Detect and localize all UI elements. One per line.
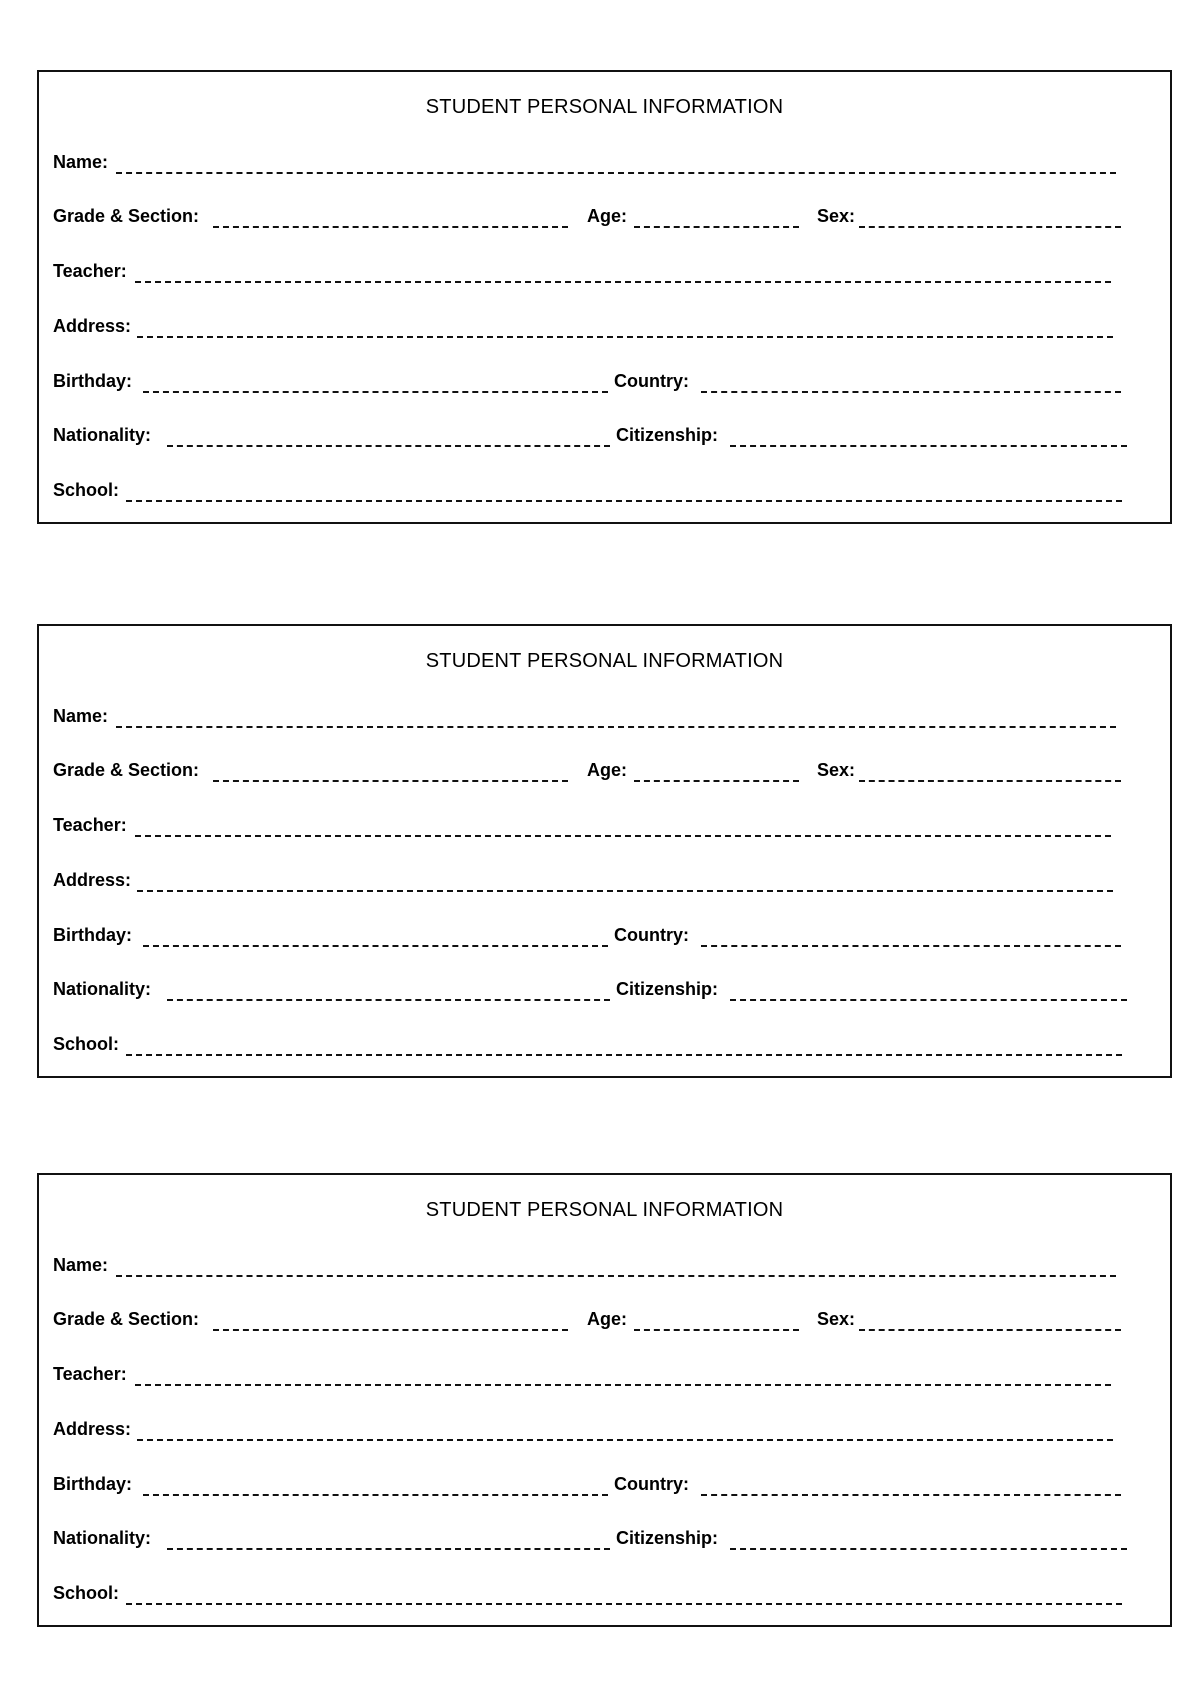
country-field[interactable] bbox=[701, 391, 1121, 393]
birthday-field[interactable] bbox=[143, 391, 608, 393]
grade-age-sex-row bbox=[53, 1307, 1156, 1335]
school-row bbox=[53, 1032, 1156, 1060]
grade-section-label: Grade & Section: bbox=[53, 206, 200, 226]
address-field[interactable] bbox=[137, 890, 1113, 892]
country-field[interactable] bbox=[701, 945, 1121, 947]
teacher-field[interactable] bbox=[135, 1384, 1111, 1386]
age-label: Age: bbox=[587, 206, 627, 226]
nationality-citizenship-row bbox=[53, 1526, 1156, 1554]
school-label: School: bbox=[53, 480, 119, 500]
birthday-field[interactable] bbox=[143, 1494, 608, 1496]
nationality-citizenship-row bbox=[53, 977, 1156, 1005]
grade-age-sex-row bbox=[53, 758, 1156, 786]
nationality-label: Nationality: bbox=[53, 979, 152, 999]
address-row bbox=[53, 1417, 1156, 1445]
grade-age-sex-row bbox=[53, 204, 1156, 232]
age-label: Age: bbox=[587, 1309, 627, 1329]
teacher-label: Teacher: bbox=[53, 815, 127, 835]
country-label: Country: bbox=[614, 925, 689, 945]
birthday-label: Birthday: bbox=[53, 371, 133, 391]
sex-label: Sex: bbox=[817, 760, 856, 780]
nationality-citizenship-row bbox=[53, 423, 1156, 451]
country-field[interactable] bbox=[701, 1494, 1121, 1496]
name-field[interactable] bbox=[116, 1275, 1116, 1277]
nationality-field[interactable] bbox=[167, 999, 610, 1001]
name-label: Name: bbox=[53, 1255, 109, 1275]
address-field[interactable] bbox=[137, 1439, 1113, 1441]
citizenship-field[interactable] bbox=[730, 445, 1127, 447]
country-label: Country: bbox=[614, 371, 689, 391]
name-label: Name: bbox=[53, 706, 109, 726]
nationality-field[interactable] bbox=[167, 1548, 610, 1550]
form-title: STUDENT PERSONAL INFORMATION bbox=[425, 96, 784, 118]
address-row bbox=[53, 314, 1156, 342]
grade-section-field[interactable] bbox=[213, 226, 568, 228]
sex-label: Sex: bbox=[817, 206, 856, 226]
teacher-field[interactable] bbox=[135, 281, 1111, 283]
name-row bbox=[53, 1253, 1156, 1281]
citizenship-label: Citizenship: bbox=[616, 979, 718, 999]
school-row bbox=[53, 478, 1156, 506]
address-label: Address: bbox=[53, 316, 132, 336]
teacher-field[interactable] bbox=[135, 835, 1111, 837]
citizenship-label: Citizenship: bbox=[616, 425, 718, 445]
nationality-label: Nationality: bbox=[53, 425, 152, 445]
teacher-label: Teacher: bbox=[53, 1364, 127, 1384]
birthday-country-row bbox=[53, 369, 1156, 397]
school-field[interactable] bbox=[126, 1603, 1122, 1605]
grade-section-field[interactable] bbox=[213, 1329, 568, 1331]
school-field[interactable] bbox=[126, 500, 1122, 502]
nationality-field[interactable] bbox=[167, 445, 610, 447]
name-row bbox=[53, 704, 1156, 732]
birthday-label: Birthday: bbox=[53, 1474, 133, 1494]
school-row bbox=[53, 1581, 1156, 1609]
teacher-row bbox=[53, 259, 1156, 287]
grade-section-label: Grade & Section: bbox=[53, 1309, 200, 1329]
sex-field[interactable] bbox=[859, 780, 1121, 782]
teacher-row bbox=[53, 813, 1156, 841]
school-label: School: bbox=[53, 1034, 119, 1054]
form-title: STUDENT PERSONAL INFORMATION bbox=[425, 650, 784, 672]
school-field[interactable] bbox=[126, 1054, 1122, 1056]
birthday-country-row bbox=[53, 923, 1156, 951]
name-field[interactable] bbox=[116, 172, 1116, 174]
address-row bbox=[53, 868, 1156, 896]
school-label: School: bbox=[53, 1583, 119, 1603]
age-field[interactable] bbox=[634, 226, 799, 228]
country-label: Country: bbox=[614, 1474, 689, 1494]
form-title: STUDENT PERSONAL INFORMATION bbox=[425, 1199, 784, 1221]
sex-field[interactable] bbox=[859, 226, 1121, 228]
address-label: Address: bbox=[53, 870, 132, 890]
sex-field[interactable] bbox=[859, 1329, 1121, 1331]
name-field[interactable] bbox=[116, 726, 1116, 728]
student-info-form bbox=[37, 1173, 1172, 1627]
teacher-row bbox=[53, 1362, 1156, 1390]
name-row bbox=[53, 150, 1156, 178]
birthday-field[interactable] bbox=[143, 945, 608, 947]
nationality-label: Nationality: bbox=[53, 1528, 152, 1548]
age-label: Age: bbox=[587, 760, 627, 780]
teacher-label: Teacher: bbox=[53, 261, 127, 281]
citizenship-field[interactable] bbox=[730, 1548, 1127, 1550]
birthday-country-row bbox=[53, 1472, 1156, 1500]
grade-section-label: Grade & Section: bbox=[53, 760, 200, 780]
student-info-form bbox=[37, 624, 1172, 1078]
citizenship-field[interactable] bbox=[730, 999, 1127, 1001]
student-info-form bbox=[37, 70, 1172, 524]
citizenship-label: Citizenship: bbox=[616, 1528, 718, 1548]
address-label: Address: bbox=[53, 1419, 132, 1439]
grade-section-field[interactable] bbox=[213, 780, 568, 782]
birthday-label: Birthday: bbox=[53, 925, 133, 945]
address-field[interactable] bbox=[137, 336, 1113, 338]
sex-label: Sex: bbox=[817, 1309, 856, 1329]
age-field[interactable] bbox=[634, 1329, 799, 1331]
age-field[interactable] bbox=[634, 780, 799, 782]
name-label: Name: bbox=[53, 152, 109, 172]
